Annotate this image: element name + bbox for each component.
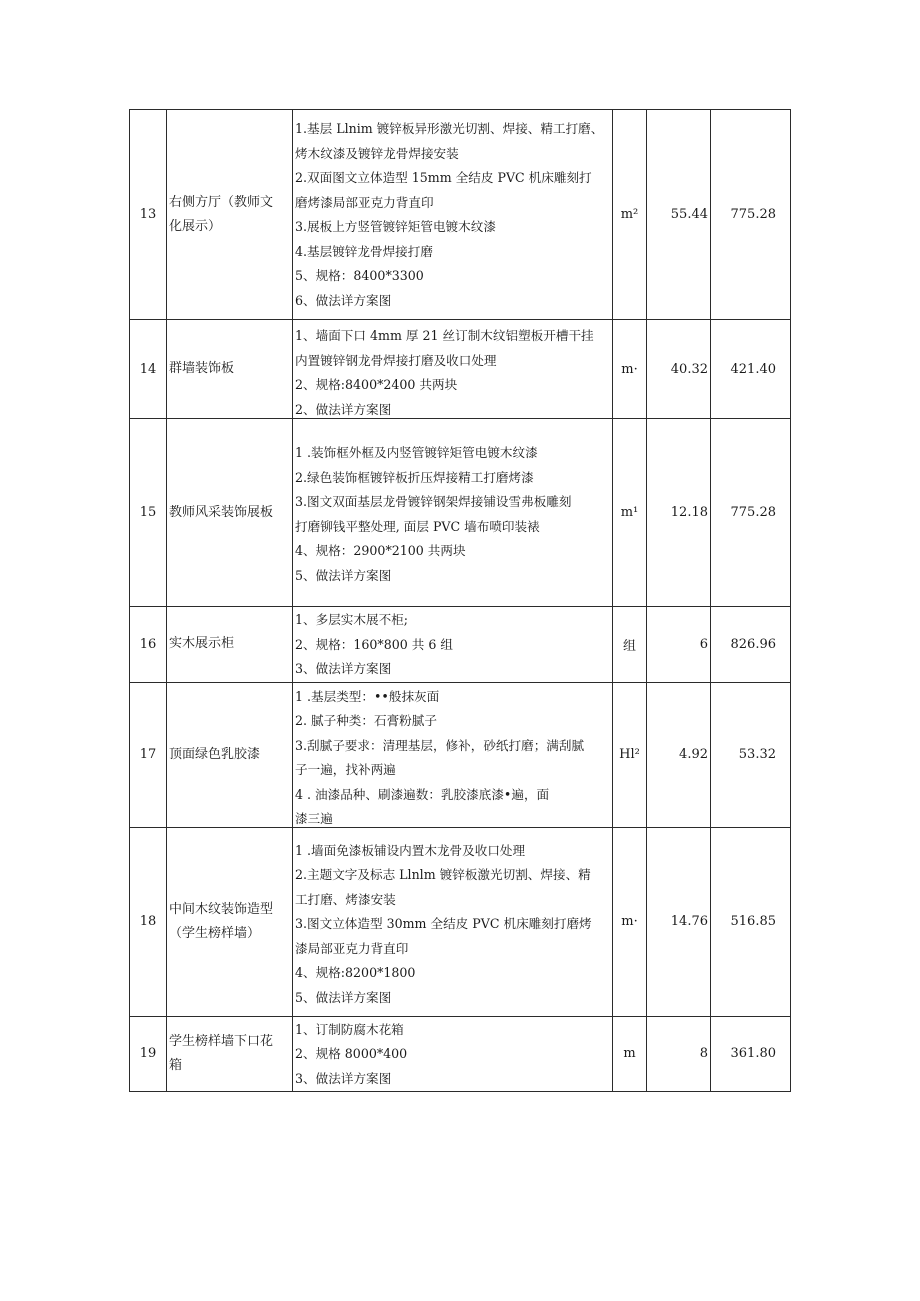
item-number: 14 <box>130 320 167 419</box>
table-row <box>130 827 791 1016</box>
item-name: 学生榜样墙下口花 箱 <box>167 1016 293 1092</box>
item-unit: m <box>613 1016 647 1092</box>
item-quantity: 14.76 <box>647 827 711 1016</box>
item-quantity: 4.92 <box>647 682 711 827</box>
item-name: 实木展示柜 <box>167 607 293 683</box>
item-quantity: 6 <box>647 607 711 683</box>
item-unit: Hl² <box>613 682 647 827</box>
item-description: 1 .墙面免漆板铺设内置木龙骨及收口处理 2.主题文字及标志 Llnlm 镀锌板激光切割、焊接、精 工打磨、烤漆安装 3.图文立体造型 30mm 全结皮 PVC 机床雕刻打磨烤 漆局部亚克力背直印 4、规格:8200*1800 5、做法详方案图 <box>293 827 613 1016</box>
bill-of-quantities-table <box>129 109 791 1092</box>
item-description: 1、墙面下口 4mm 厚 21 丝订制木纹铝塑板开槽干挂 内置镀锌钢龙骨焊接打磨及收口处理 2、规格:8400*2400 共两块 2、做法详方案图 <box>293 320 613 419</box>
item-description: 1.基层 Llnim 镀锌板异形激光切割、焊接、精工打磨、 烤木纹漆及镀锌龙骨焊接安装 2.双面图文立体造型 15mm 全结皮 PVC 机床雕刻打 磨烤漆局部亚克力背直印 3.展板上方竖管镀锌矩管电镀木纹漆 4.基层镀锌龙骨焊接打磨 5、规格：8400*3300 6、做法详方案图 <box>293 110 613 320</box>
item-number: 16 <box>130 607 167 683</box>
item-description: 1、订制防腐木花箱 2、规格 8000*400 3、做法详方案图 <box>293 1016 613 1092</box>
item-unit: 组 <box>613 607 647 683</box>
item-number: 17 <box>130 682 167 827</box>
item-number: 13 <box>130 110 167 320</box>
item-unit-price: 53.32 <box>711 682 791 827</box>
table-row <box>130 110 791 320</box>
item-description: 1、多层实木展不柜; 2、规格：160*800 共 6 组 3、做法详方案图 <box>293 607 613 683</box>
item-number: 19 <box>130 1016 167 1092</box>
item-unit-price: 826.96 <box>711 607 791 683</box>
item-unit: m² <box>613 110 647 320</box>
item-unit-price: 516.85 <box>711 827 791 1016</box>
item-description: 1 .基层类型：••般抹灰面 2. 腻子种类：石膏粉腻子 3.刮腻子要求：清理基层，修补，砂纸打磨；满刮腻 子一遍，找补两遍 4 . 油漆品种、刷漆遍数：乳胶漆底漆•遍，面 漆三遍 <box>293 682 613 827</box>
table-row <box>130 1016 791 1092</box>
item-unit: m· <box>613 827 647 1016</box>
item-unit: m¹ <box>613 419 647 607</box>
table-row <box>130 419 791 607</box>
item-name: 教师风采装饰展板 <box>167 419 293 607</box>
item-number: 18 <box>130 827 167 1016</box>
item-name: 顶面绿色乳胶漆 <box>167 682 293 827</box>
item-quantity: 55.44 <box>647 110 711 320</box>
item-description: 1 .装饰框外框及内竖管镀锌矩管电镀木纹漆 2.绿色装饰框镀锌板折压焊接精工打磨烤漆 3.图文双面基层龙骨镀锌钢架焊接铺设雪弗板雕刻 打磨铆钱平整处理, 面层 PVC 墙布喷印装裱 4、规格：2900*2100 共两块 5、做法详方案图 <box>293 419 613 607</box>
item-quantity: 40.32 <box>647 320 711 419</box>
item-unit-price: 421.40 <box>711 320 791 419</box>
item-name: 右侧方厅（教师文 化展示） <box>167 110 293 320</box>
table-row <box>130 320 791 419</box>
item-number: 15 <box>130 419 167 607</box>
item-unit-price: 361.80 <box>711 1016 791 1092</box>
item-quantity: 12.18 <box>647 419 711 607</box>
table-row <box>130 607 791 683</box>
item-unit-price: 775.28 <box>711 419 791 607</box>
table-row <box>130 682 791 827</box>
item-name: 中间木纹装饰造型 （学生榜样墙） <box>167 827 293 1016</box>
item-quantity: 8 <box>647 1016 711 1092</box>
item-name: 群墙装饰板 <box>167 320 293 419</box>
item-unit-price: 775.28 <box>711 110 791 320</box>
item-unit: m· <box>613 320 647 419</box>
